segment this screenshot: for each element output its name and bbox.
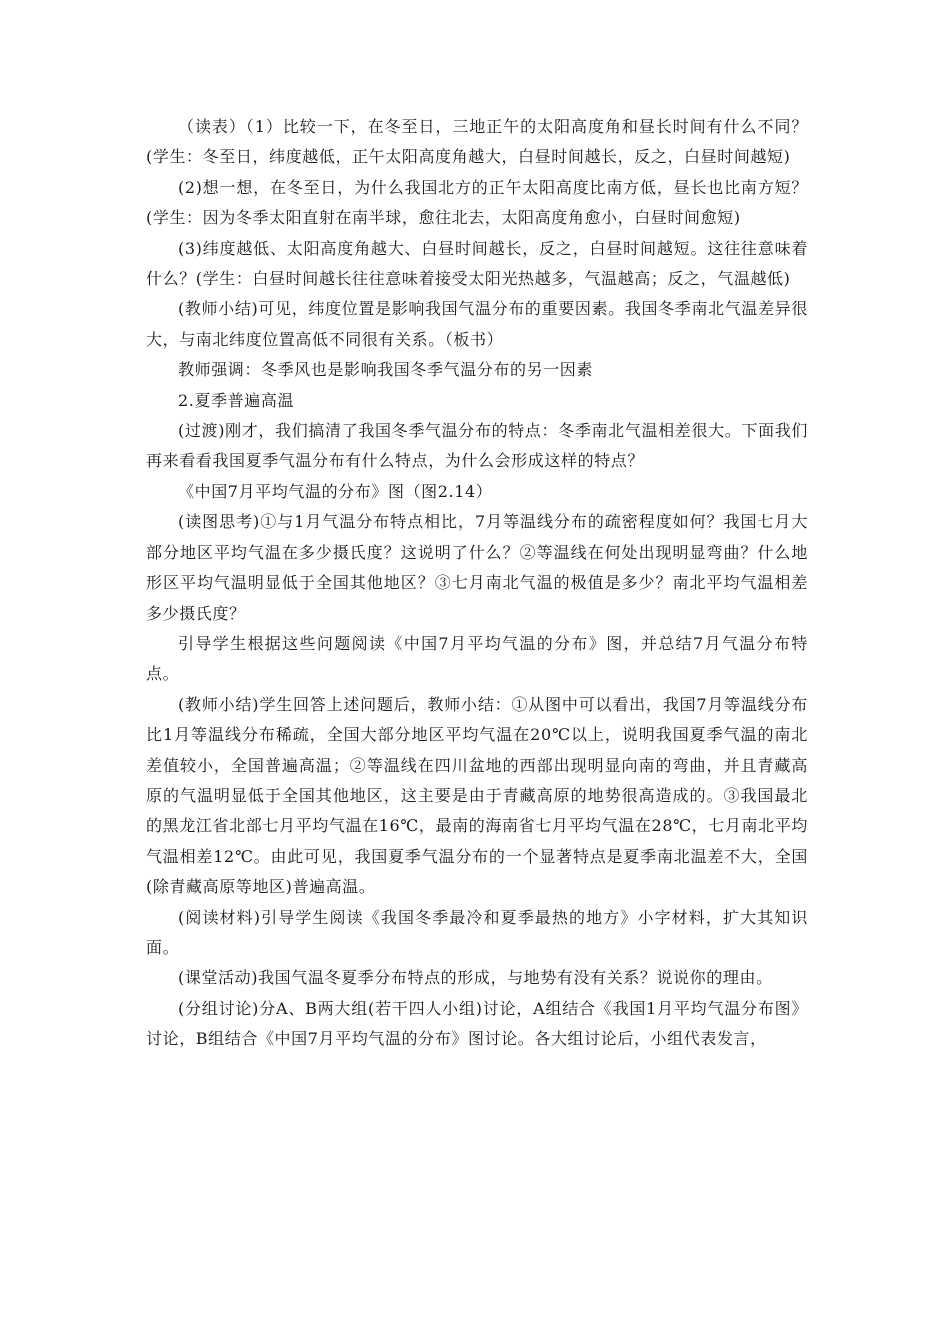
paragraph-q3: (3)纬度越低、太阳高度角越大、白昼时间越长，反之，白昼时间越短。这往往意味着什么？(学生：白昼时间越长往往意味着接受太阳光热越多，气温越高；反之，气温越低) [146, 238, 808, 289]
paragraph-reading-material: (阅读材料)引导学生阅读《我国冬季最冷和夏季最热的地方》小字材料，扩大其知识面。 [146, 907, 808, 957]
paragraph-teacher-emphasis: 教师强调：冬季风也是影响我国冬季气温分布的另一因素 [178, 360, 594, 380]
paragraph-guide-students: 引导学生根据这些问题阅读《中国7月平均气温的分布》图，并总结7月气温分布特点。 [146, 633, 808, 684]
paragraph-q2: (2)想一想，在冬至日，为什么我国北方的正午太阳高度比南方低，昼长也比南方短？(学生：因为冬季太阳直射在南半球，愈往北去，太阳高度角愈小，白昼时间愈短) [146, 177, 808, 228]
paragraph-class-activity: (课堂活动)我国气温冬夏季分布特点的形成，与地势有没有关系？说说你的理由。 [178, 968, 773, 988]
paragraph-map-reference: 《中国7月平均气温的分布》图（图2.14） [178, 481, 493, 501]
paragraph-read-map-questions: (读图思考)①与1月气温分布特点相比，7月等温线分布的疏密程度如何？我国七月大部分地区平均气温在多少摄氏度？这说明了什么？②等温线在何处出现明显弯曲？什么地形区平均气温明显低于全国其他地区？③七月南北气温的极值是多少？南北平均气温相差多少摄氏度？ [146, 512, 808, 623]
paragraph-teacher-summary-2: (教师小结)学生回答上述问题后，教师小结：①从图中可以看出，我国7月等温线分布比1月等温线分布稀疏，全国大部分地区平均气温在20℃以上，说明我国夏季气温的南北差值较小，全国普遍高温；②等温线在四川盆地的西部出现明显向南的弯曲，并且青藏高原的气温明显低于全国其他地区，这主要是由于青藏高原的地势很高造成的。③我国最北的黑龙江省北部七月平均气温在16℃，最南的海南省七月平均气温在28℃，七月南北平均气温相差12℃。由此可见，我国夏季气温分布的一个显著特点是夏季南北温差不大，全国(除青藏高原等地区)普遍高温。 [146, 694, 808, 897]
section-heading-summer: 2.夏季普遍高温 [178, 390, 295, 410]
paragraph-teacher-summary-1: (教师小结)可见，纬度位置是影响我国气温分布的重要因素。我国冬季南北气温差异很大，与南北纬度位置高低不同很有关系。（板书） [146, 299, 808, 349]
paragraph-transition: (过渡)刚才，我们搞清了我国冬季气温分布的特点：冬季南北气温相差很大。下面我们再来看看我国夏季气温分布有什么特点，为什么会形成这样的特点？ [146, 421, 808, 471]
paragraph-group-discussion: (分组讨论)分A、B两大组(若干四人小组)讨论，A组结合《我国1月平均气温分布图》讨论，B组结合《中国7月平均气温的分布》图讨论。各大组讨论后，小组代表发言， [146, 998, 808, 1049]
paragraph-read-table-q1: （读表）（1）比较一下，在冬至日，三地正午的太阳高度角和昼长时间有什么不同？(学生：冬至日，纬度越低，正午太阳高度角越大，白昼时间越长，反之，白昼时间越短) [146, 117, 808, 167]
document-body [146, 112, 808, 1055]
